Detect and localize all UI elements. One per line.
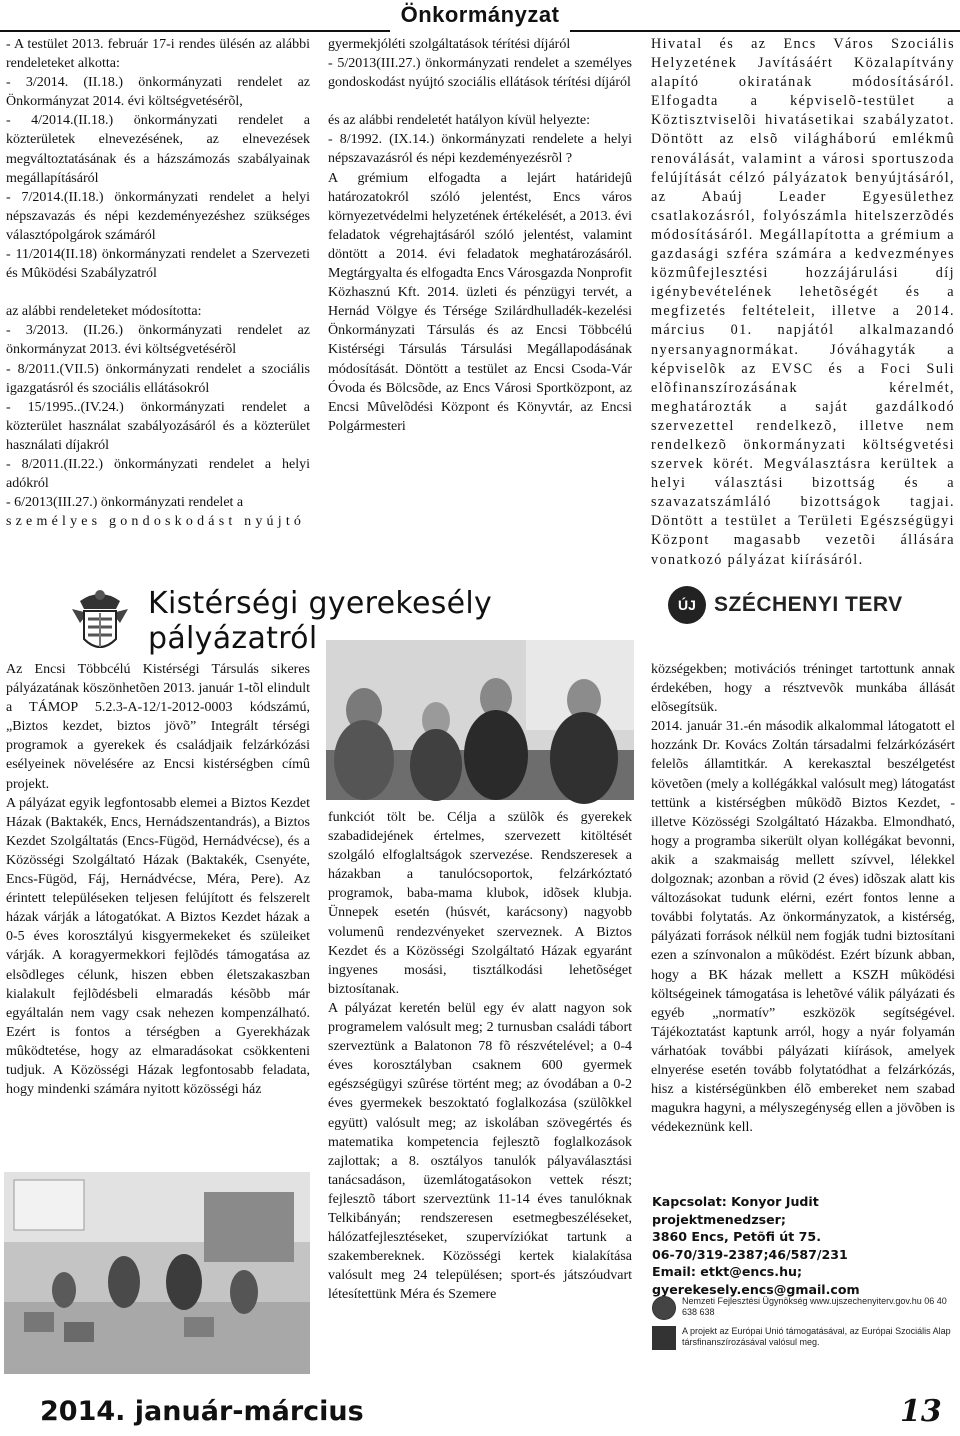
article-headline: Kistérségi gyerekesély pályázatról <box>148 586 493 656</box>
contact-email: Email: etkt@encs.hu; <box>652 1264 803 1279</box>
paragraph: 2014. január 31.-én második alkalommal látogatott el hozzánk Dr. Kovács Zoltán társadalmi felzárkózásért felelõs államtitkár. A kerekasztal beszélgetést követõen (mely a kollégákkal valósult meg) látogatást tettünk a kistérségben mûködõ Biztos Kezdet, - illetve Közösségi Szolgáltató Házakba. Elmondható, hogy a programba sikerült olyan kollégákat bevonni, akik a szakmaiság mellett szívvel, lélekkel dolgoznak; azonban a rövid (2 éves) idõszak alatt kis változásokat tudunk elérni, ezért fontos lenne a további folytatás. Az önkormányzatok, a kistérség, pályázati források nélkül nem fogják tudni biztosítani ezen a színvonalon a mûködést. Ezért bízunk abban, hogy a BK házak mellett a KSZH mûködési költségeinek támogatása is lehetõvé válik pályázati és egyéb „normatív” eszközök segítségével. Tájékoztatást kaptunk arról, hogy a nyár folyamán várhatóak további pályázati kiírások, amelyek elnyerése esetén tovább folytatódhat a felzárkózás, hisz a kistérségünkben élõ embereket nem szabad magukra hagyni, a mélyszegénység ellen a jövõben is védekeznünk kell. <box>651 719 955 1136</box>
eu-logo <box>652 1326 952 1350</box>
column-ordinances-left <box>6 35 310 575</box>
paragraph: és az alábbi rendeletét hatályon kívül helyezte: <box>328 113 590 129</box>
eu-flag-icon <box>652 1326 676 1350</box>
paragraph: - A testület 2013. február 17-i rendes ülésén az alábbi rendeleteket alkotta: <box>6 37 310 72</box>
paragraph: gyermekjóléti szolgáltatások térítési díjáról <box>328 37 571 52</box>
paragraph: - 3/2013. (II.26.) önkormányzati rendelet az önkormányzat 2013. évi költségvetésérõl <box>6 323 310 358</box>
nfu-logo-text: Nemzeti Fejlesztési Ügynökség www.ujszechenyiterv.gov.hu 06 40 638 638 <box>682 1296 947 1317</box>
paragraph: az alábbi rendeleteket módosította: <box>6 304 202 320</box>
article-column-1 <box>6 660 310 1160</box>
children-room-photo <box>4 1172 310 1374</box>
page-number: 13 <box>900 1394 942 1429</box>
article-column-3 <box>651 660 955 1190</box>
contact-line: 3860 Encs, Petõfi út 75. <box>652 1229 821 1244</box>
header-rule-left <box>0 30 390 32</box>
paragraph: A grémium elfogadta a lejárt határidejû határozatokról szóló jelentést, Encs város környezetvédelmi helyzetének értékelését, a 2013. évi feladatok végrehajtásáról szóló jelentést, valamint döntött a 2014. évi feladatok meghatározásáról. Megtárgyalta és elfogadta Encs Városgazda Nonprofit Közhasznú Kft. 2014. üzleti és pénzügyi tervét, a Hernád Völgye és Térsége Szilárdhulladék-kezelési Önkormányzati Társulás és az Encsi Többcélú Kistérségi Társulás Társulási Megállapodásának módosítását. Döntött a testület az Encsi Csoda-Vár Óvoda és Bölcsõde, az Encs Városi Sportközpont, az Encsi Mûvelõdési Központ és Könyvtár, az Encsi Polgármesteri <box>328 170 632 434</box>
szechenyi-badge-icon: ÚJ <box>668 586 706 624</box>
nfu-logo <box>652 1296 952 1320</box>
paragraph: - 11/2014(II.18) önkormányzati rendelet a Szervezeti és Mûködési Szabályzatról <box>6 247 310 282</box>
paragraph: személyes gondoskodást nyújtó <box>6 514 306 530</box>
paragraph: - 3/2014. (II.18.) önkormányzati rendelet az Önkormányzat 2014. évi költségvetésérõl, <box>6 75 310 110</box>
section-title: Önkormányzat <box>400 2 560 27</box>
paragraph: - 8/1992. (IX.14.) önkormányzati rendelete a helyi népszavazásról és népi kezdeményezésrõl ? <box>328 132 632 167</box>
paragraph: A pályázat keretén belül egy év alatt nagyon sok programelem valósult meg; 2 turnusban családi tábort szerveztünk a Balatonon 78 fõ részvételével; a 0-4 éves korosztályban csaknem 600 gyermek egészségügyi szûrése történt meg; az óvodában a 0-2 éves gyermekek beszoktató foglalkozása (szülõkkel együtt) valósult meg; az iskolában szövegértés és matematika kompetencia fejlesztõ foglalkozások zajlottak; a 8. osztályos tanulók pályaválasztási tanácsadáson, üzemlátogatásokon vettek részt; fejlesztõ tábort szerveztünk 11-14 éves tanulóknak Telkibányán; rendszeresen esetmegbeszéléseket, hálózatfejlesztéseket, szupervíziókat tartunk a szakembereknek. Közösségi kertek kialakítása valósult meg 24 településen; sport-és játszóudvart létesítettünk Méra és Szemere <box>328 1000 632 1303</box>
issue-date: 2014. január-március <box>40 1396 364 1427</box>
szechenyi-terv-logo <box>668 582 960 628</box>
paragraph: - 8/2011.(VII.5) önkormányzati rendelet a szociális igazgatásról és szociális ellátásokról <box>6 361 310 396</box>
coat-of-arms-icon <box>60 583 140 663</box>
paragraph: - 4/2014.(II.18.) önkormányzati rendelet a közterületek elnevezésének, az elnevezések megváltoztatásának és a házszámozás szabályainak megállapításáról <box>6 113 310 186</box>
paragraph: - 5/2013(III.27.) önkormányzati rendelet a személyes gondoskodást nyújtó szociális ellátások térítési díjáról <box>328 56 632 91</box>
contact-line: Kapcsolat: Konyor Judit <box>652 1194 819 1209</box>
column-ordinances-middle <box>328 35 632 575</box>
contact-line: 06-70/319-2387;46/587/231 <box>652 1246 848 1262</box>
paragraph: A pályázat egyik legfontosabb elemei a Biztos Kezdet Házak (Baktakék, Encs, Hernádszentandrás), a Biztos Kezdet Szolgáltatás (Encs-Fügöd, Hernádvécse), és a Közösségi Szolgáltató Házak (Baktakék, Csenyéte, Encs-Fügöd, Fáj, Hernádvécse, Méra, Pere). Az érintett településeken teljesen felújított és felszerelt házak várják a látogatókat. A Biztos Kezdet házak a 0-5 éves korosztályú kisgyermekeket és szüleiket várják. A koragyermekkori fejlõdés támogatása az elsõdleges célunk, hiszen ebben életszakaszban kialakult fejlõdésbeli elmaradás késõbb már egyáltalán nem vagy csak nehezen kompenzálható. Ezért is fontos a térségben a Gyerekházak mûködtetése, hogy az elmaradásokat csökkenteni tudjuk. A Közösségi Házak legfontosabb feladata, hogy mindenki számára nyitott közösségi ház <box>6 795 310 1098</box>
article-column-2 <box>328 808 632 1388</box>
szechenyi-logo-text: SZÉCHENYI TERV <box>714 593 903 616</box>
paragraph: - 8/2011.(II.22.) önkormányzati rendelet a helyi adókról <box>6 456 310 492</box>
paragraph: Az Encsi Többcélú Kistérségi Társulás sikeres pályázatának köszönhetõen 2013. január 1-tõl elindult a TÁMOP 5.2.3-A-12/1-2012-0003 kódszámú, „Biztos kezdet, biztos jövõ” Integrált térségi programok a gyerekek és családjaik felzárkózási esélyeinek növelésére az Encsi kistérségben címû projekt. <box>6 662 310 792</box>
paragraph: Hivatal és az Encs Város Szociális Helyzetének Javításáért Közalapítvány alapító okiratának módosításáról. Elfogadta a képviselõ-testület a Köztisztviselõi hivatásetikai szabályzatot. Döntött az elsõ világháború emlékmû renoválását, valamint a városi sportuszoda felújítását célzó pályázatok benyújtásáról, az Abaúj Leader Egyesülethez csatlakozásról, folyószámla hitelszerzõdés módosításáról. Megállapította a grémium a gazdasági szféra számára a kedvezményes közmûfejlesztési hozzájárulási díj igénybevételének lehetõségét és a megfizetés feltételeit, illetve a 2014. március 01. napjától alkalmazandó nyersanyagnormákat. Jóváhagyták a képviselõk az EVSC és a Foci Suli elõfinanszírozásának kérelmét, meghatározták a saját gazdálkodó szervezettel rendelkezõ, illetve nem rendelkezõ önkormányzati költségvetési szervek körét. Megválasztásra kerültek a helyi választási bizottság és a szavazatszámláló bizottságok tagjai. Döntött a testület a Területi Egészségügyi Központ magasabb vezetõi állására vonatkozó pályázat kiírásáról. <box>651 36 955 568</box>
contact-line: projektmenedzser; <box>652 1211 786 1227</box>
column-ordinances-right <box>651 35 955 568</box>
paragraph: - 7/2014.(II.18.) önkormányzati rendelet a helyi népszavazás és népi kezdeményezéshez szükséges választópolgárok számáról <box>6 189 310 243</box>
nfu-emblem-icon <box>652 1296 676 1320</box>
meeting-photo <box>326 640 634 800</box>
paragraph: - 15/1995..(IV.24.) önkormányzati rendelet a közterület használat szabályozásáról és a közterület használati díjakról <box>6 399 310 453</box>
contact-box <box>652 1193 952 1298</box>
eu-logo-text: A projekt az Európai Unió támogatásával, az Európai Szociális Alap társfinanszírozásával valósul meg. <box>682 1326 951 1347</box>
contact-email: gyerekesely.encs@gmail.com <box>652 1281 860 1297</box>
paragraph: községekben; motivációs tréninget tartottunk annak érdekében, hogy a résztvevõk munkába állását elõsegítsük. <box>651 662 955 716</box>
header-rule-right <box>570 30 960 32</box>
paragraph: - 6/2013(III.27.) önkormányzati rendelet a <box>6 495 244 511</box>
paragraph: funkciót tölt be. Célja a szülõk és gyerekek szabadidejének értelmes, szervezett kitöltését szolgáló elfoglaltságok szervezése. Rendszeresek a házakban a tanulócsoportok, felzárkóztató programok, baba-mama klubok, idõsek klubja. Ünnepek esetén (húsvét, karácsony) nagyobb volumenû rendezvényeket szerveznek. A Biztos Kezdet és a Közösségi Szolgáltató Házak egyaránt ingyenes mosási, tisztálkodási lehetõséget biztosítanak. <box>328 810 632 997</box>
funding-logos <box>652 1296 952 1388</box>
